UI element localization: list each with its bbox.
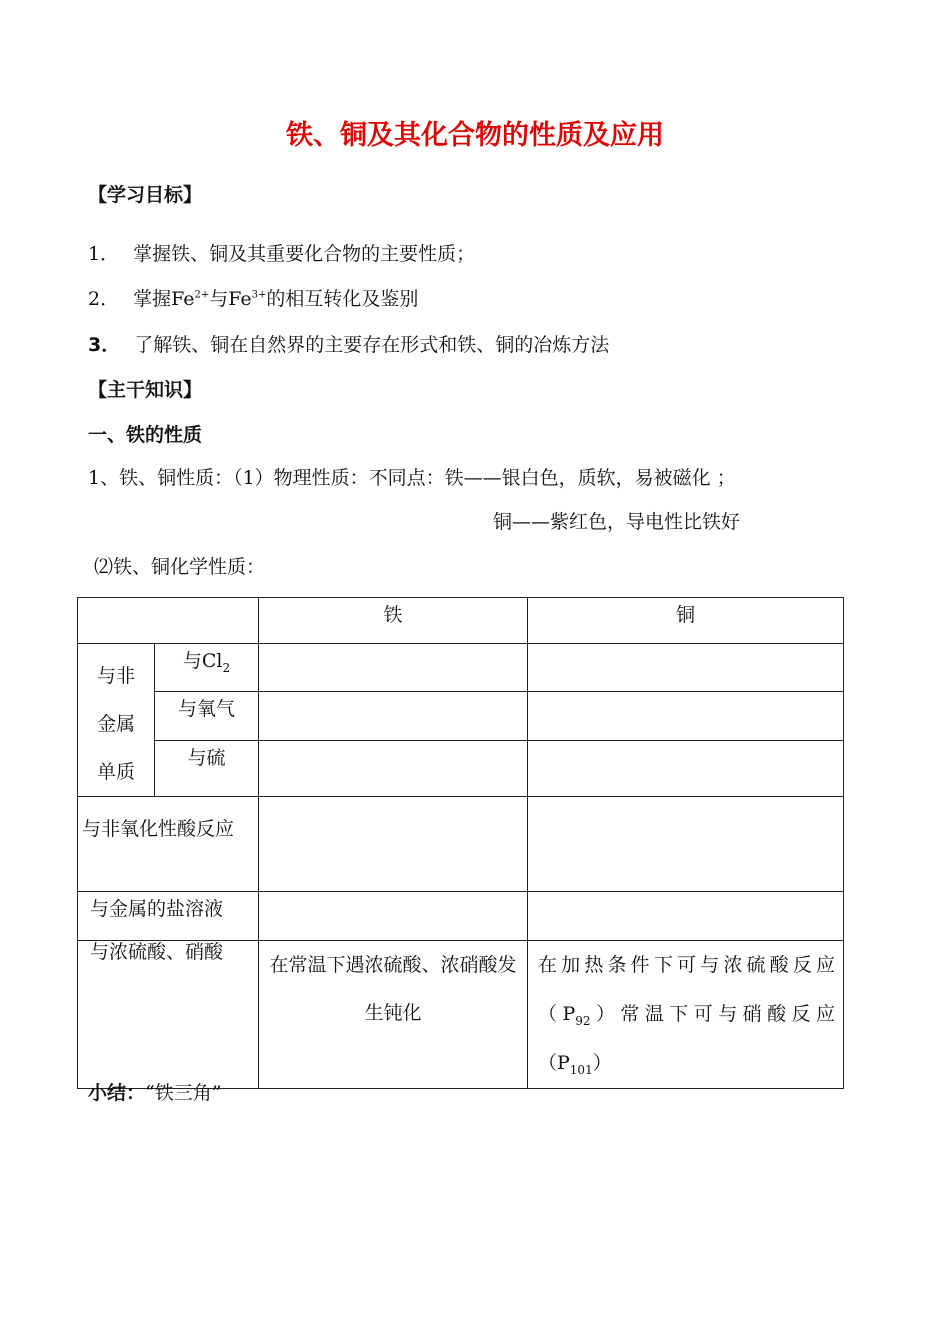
row-label-cl2 — [155, 644, 259, 692]
row-label-nonoxidizing-acid: 与非氧化性酸反应 — [78, 797, 259, 892]
copper-physical-line: 铜——紫红色，导电性比铁好 — [493, 511, 741, 533]
cell-iron-cl2 — [259, 644, 528, 692]
cell-copper-conc-acid — [528, 941, 844, 1089]
subscript: 92 — [575, 1013, 591, 1028]
subscript: 101 — [569, 1062, 593, 1077]
row-label-salt-solution: 与金属的盐溶液 — [78, 892, 259, 941]
objective-text: 了解铁、铜在自然界的主要存在形式和铁、铜的冶炼方法 — [134, 334, 610, 356]
table-row — [78, 892, 844, 941]
objective-2 — [88, 288, 418, 311]
subscript: 2 — [222, 660, 231, 675]
objective-number: 2． — [88, 288, 120, 310]
header-copper: 铜 — [528, 598, 844, 644]
objectives-heading: 【学习目标】 — [88, 184, 203, 206]
cell-text: ）常温下可与硝酸反应（P — [538, 1003, 835, 1074]
objective-number: 1． — [88, 243, 120, 265]
charge-superscript: 2+ — [194, 289, 210, 301]
table-row — [78, 644, 844, 692]
objective-1 — [88, 243, 475, 266]
table-row — [78, 941, 844, 1089]
objective-text: 的相互转化及鉴别 — [266, 288, 419, 310]
page-title: 铁、铜及其化合物的性质及应用 — [286, 120, 664, 151]
charge-superscript: 3+ — [251, 289, 267, 301]
physical-properties-line: 1、铁、铜性质：（1）物理性质：不同点：铁——银白色，质软，易被磁化 ； — [88, 467, 736, 489]
row-label-conc-acid: 与浓硫酸、硝酸 — [78, 941, 259, 1089]
cell-copper-acid — [528, 797, 844, 892]
cell-text: ） — [592, 1052, 612, 1074]
row-label-sulfur: 与硫 — [155, 741, 259, 797]
group-label-line: 金属 — [96, 713, 135, 735]
cell-copper-cl2 — [528, 644, 844, 692]
cell-iron-conc-acid: 在常温下遇浓硫酸、浓硝酸发生钝化 — [259, 941, 528, 1089]
chemical-properties-heading: ⑵铁、铜化学性质： — [94, 556, 266, 578]
table-header-row — [78, 598, 844, 644]
header-iron: 铁 — [259, 598, 528, 644]
cell-iron-salt — [259, 892, 528, 941]
objective-text: 与Fe — [209, 288, 252, 310]
row-label-text: 与Cl — [182, 650, 223, 672]
objective-text: 掌握铁、铜及其重要化合物的主要性质； — [133, 243, 476, 265]
table-corner-cell — [78, 598, 259, 644]
group-label-line: 单质 — [96, 761, 135, 783]
section-heading: 一、铁的性质 — [88, 424, 203, 446]
cell-iron-acid — [259, 797, 528, 892]
cell-copper-oxygen — [528, 692, 844, 741]
row-label-oxygen: 与氧气 — [155, 692, 259, 741]
cell-iron-oxygen — [259, 692, 528, 741]
table-row — [78, 692, 844, 741]
group-label-line: 与非 — [96, 665, 135, 687]
summary-label: 小结： — [88, 1082, 146, 1104]
cell-iron-sulfur — [259, 741, 528, 797]
summary-line — [88, 1082, 221, 1105]
main-knowledge-heading: 【主干知识】 — [88, 379, 203, 401]
objective-text: 掌握Fe — [133, 288, 195, 310]
properties-table — [77, 597, 844, 1089]
nonmetal-group-label — [78, 644, 155, 797]
table-row — [78, 797, 844, 892]
table-row — [78, 741, 844, 797]
cell-copper-sulfur — [528, 741, 844, 797]
cell-copper-salt — [528, 892, 844, 941]
summary-text: “铁三角” — [145, 1082, 222, 1104]
objective-number: 3． — [88, 334, 121, 356]
objective-3 — [88, 334, 609, 357]
cell-text: 在加热条件下可与浓硫酸反应（P — [538, 954, 835, 1025]
